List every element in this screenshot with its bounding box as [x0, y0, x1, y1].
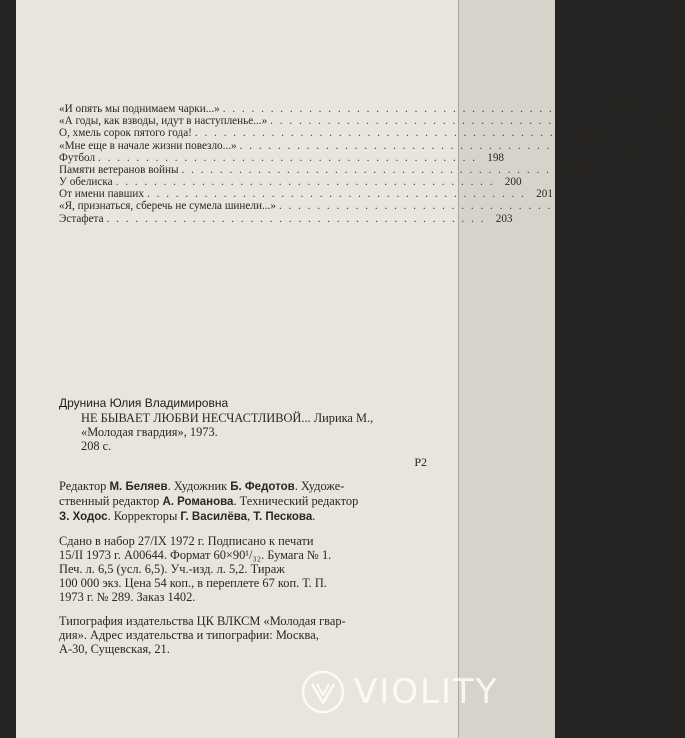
toc-entry-title: «А годы, как взводы, идут в наступленье...» [59, 115, 268, 128]
toc-entry-title: Памяти ветеранов войны [59, 163, 179, 176]
typography-line: дия». Адрес издательства и типографии: Москва, [59, 628, 319, 642]
toc-entry [59, 212, 513, 225]
typography-line: Типография издательства ЦК ВЛКСМ «Молодая гвар- [59, 614, 346, 628]
violity-logo-icon [300, 669, 346, 715]
artist-name: Б. Федотов [230, 481, 295, 493]
toc-entry-title: «Мне еще в начале жизни повезло...» [59, 139, 237, 152]
print-info-line: Сдано в набор 27/IX 1972 г. Подписано к печати [59, 534, 314, 548]
credits-text: . [312, 509, 316, 523]
toc-leader-dots: . . . . . . . . . . . . . . . . . . . . . . . . . . . . . . . . . . . . . . . . [194, 127, 574, 140]
toc-page-number: 200 [504, 176, 522, 189]
proofreader-name: Г. Василёва [180, 511, 248, 523]
watermark [300, 666, 540, 718]
print-info-line: 100 000 экз. Цена 54 коп., в переплете 67 коп. Т. П. [59, 576, 327, 590]
imprint-block [59, 396, 431, 656]
watermark-text: VIOLITY [354, 672, 499, 712]
toc-leader-dots: . . . . . . . . . . . . . . . . . . . . . . . . . . . . . . . . . . . . . . . . [270, 115, 650, 128]
toc-page-number: 195 [584, 127, 601, 140]
print-info-line: Печ. л. 6,5 (усл. 6,5). Уч.-изд. л. 5,2. Тираж [59, 562, 285, 576]
bib-title-line: НЕ БЫВАЕТ ЛЮБВИ НЕСЧАСТЛИВОЙ... Лирика М., [81, 411, 374, 425]
toc-entry [59, 102, 629, 115]
print-info-paragraph [59, 534, 431, 604]
toc-entry [59, 151, 504, 164]
typography-paragraph [59, 614, 431, 656]
bib-publisher-line: «Молодая гвардия», 1973. [81, 425, 218, 439]
toc-leader-dots: . . . . . . . . . . . . . . . . . . . . . . . . . . . . . . . . . . . . . . . . [278, 200, 658, 213]
credits-text: , [247, 509, 254, 523]
toc-entry-title: «И опять мы поднимаем чарки...» [59, 102, 220, 115]
toc-leader-dots: . . . . . . . . . . . . . . . . . . . . . . . . . . . . . . . . . . . . . . . . [181, 163, 561, 176]
toc-leader-dots: . . . . . . . . . . . . . . . . . . . . . . . . . . . . . . . . . . . . . . . . [239, 139, 619, 152]
toc-page-number: 198 [487, 151, 504, 164]
tech-editor-name: З. Ходос [59, 511, 108, 523]
toc-leader-dots: . . . . . . . . . . . . . . . . . . . . . . . . . . . . . . . . . . . . . . . . [106, 212, 486, 225]
toc-entry [59, 188, 553, 201]
toc-entry-title: Футбол [59, 151, 96, 164]
credits-text: Редактор [59, 479, 110, 493]
toc-page-number: 201 [536, 188, 553, 201]
toc-entry [59, 139, 646, 152]
credits-text: . Художе- [294, 479, 345, 493]
toc-leader-dots: . . . . . . . . . . . . . . . . . . . . . . . . . . . . . . . . . . . . . . . . [115, 176, 495, 189]
table-of-contents [59, 102, 685, 225]
credits-text: . Технический редактор [233, 494, 359, 508]
toc-entry [59, 176, 522, 189]
toc-page-number: 202 [668, 200, 685, 213]
credits-text: ственный редактор [59, 494, 163, 508]
editor-name: М. Беляев [109, 481, 168, 493]
toc-page-number: 197 [628, 139, 646, 152]
classification-code: Р2 [414, 455, 427, 469]
toc-entry-title: О, хмель сорок пятого года! [59, 127, 192, 140]
credits-text: . Корректоры [107, 509, 181, 523]
proofreader-name: Т. Пескова [253, 511, 313, 523]
credits-text: . Художник [167, 479, 231, 493]
toc-leader-dots: . . . . . . . . . . . . . . . . . . . . . . . . . . . . . . . . . . . . . . . . [222, 102, 602, 115]
art-editor-name: А. Романова [162, 496, 234, 508]
toc-entry [59, 127, 601, 140]
toc-entry-title: «Я, признаться, сберечь не сумела шинели...» [59, 200, 276, 213]
print-info-line: 15/II 1973 г. А00644. Формат 60×90¹/₃₂. Бумага № 1. [59, 548, 332, 562]
toc-entry-title: От имени павших [59, 188, 144, 201]
toc-entry [59, 200, 685, 213]
author-name: Друнина Юлия Владимировна [59, 396, 229, 410]
print-info-line: 1973 г. № 289. Заказ 1402. [59, 590, 196, 604]
toc-page-number: 203 [495, 212, 513, 225]
typography-line: А-30, Сущевская, 21. [59, 642, 170, 656]
toc-entry-title: Эстафета [59, 212, 104, 225]
toc-entry [59, 163, 588, 176]
toc-entry-title: У обелиска [59, 176, 113, 189]
bib-pages-line: 208 с. [81, 439, 112, 453]
toc-page-number: 193 [611, 102, 629, 115]
toc-entry [59, 115, 677, 128]
toc-leader-dots: . . . . . . . . . . . . . . . . . . . . . . . . . . . . . . . . . . . . . . . . [98, 151, 477, 164]
bibliographic-description [81, 411, 431, 453]
toc-leader-dots: . . . . . . . . . . . . . . . . . . . . . . . . . . . . . . . . . . . . . . . . [147, 188, 526, 201]
toc-page-number: 194 [659, 115, 677, 128]
toc-page-number: 199 [570, 163, 588, 176]
credits-paragraph [59, 479, 431, 524]
